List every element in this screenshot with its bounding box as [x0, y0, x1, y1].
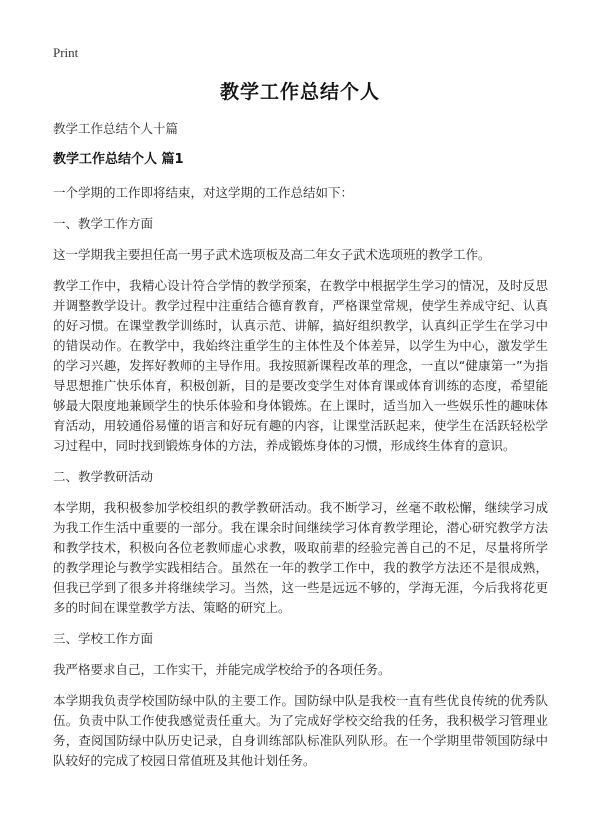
section-heading-teaching: 一、教学工作方面: [53, 216, 154, 231]
intro-paragraph: 一个学期的工作即将结束，对这学期的工作总结如下：: [53, 185, 354, 200]
paragraph: 本学期，我积极参加学校组织的教学教研活动。我不断学习，丝毫不敢松懈，继续学习成为我工作生活中重要的一部分。我在课余时间继续学习体育教学理论，潜心研究教学方法和教学技术，积极向各位老教师虚心求教，吸取前辈的经验完善自己的不足，尽量将所学的教学理论与教学实践相结合。虽然在一年的教学工作中，我的教学方法还不是很成熟，但我已学到了很多并将继续学习。当然，这一些是远远不够的，学海无涯，今后我将花更多的时间在课堂教学方法、策略的研究上。: [53, 500, 548, 615]
document-body: [53, 119, 548, 782]
page-title: 教学工作总结个人: [219, 81, 380, 103]
print-link[interactable]: Print: [53, 45, 79, 60]
section-heading-research: 二、教学教研活动: [53, 469, 154, 484]
article-title: 教学工作总结个人 篇1: [53, 152, 184, 167]
paragraph: 我严格要求自己，工作实干，并能完成学校给予的各项任务。: [53, 662, 391, 677]
paragraph: 本学期我负责学校国防绿中队的主要工作。国防绿中队是我校一直有些优良传统的优秀队伍。负责中队工作使我感觉责任重大。为了完成好学校交给我的任务，我积极学习管理业务，查阅国防绿中队历史记录，自身训练部队标准队列队形。在一个学期里带领国防绿中队较好的完成了校园日常值班及其他计划任务。: [53, 693, 548, 768]
paragraph: 这一学期我主要担任高一男子武术选项板及高二年女子武术选项班的教学工作。: [53, 247, 491, 262]
document-subtitle: 教学工作总结个人十篇: [53, 121, 179, 136]
paragraph: 教学工作中，我精心设计符合学情的教学预案，在教学中根据学生学习的情况，及时反思并调整教学设计。教学过程中注重结合德育教育，严格课堂常规，使学生养成守纪、认真的好习惯。在课堂教学训练时，认真示范、讲解，搞好组织教学，认真纠正学生在学习中的错误动作。在教学中，我始终注重学生的主体性及个体差异，以学生为中心，激发学生的学习兴趣，发挥好教师的主导作用。我按照新课程改革的理念，一直以“健康第一”为指导思想推广快乐体育，积极创新，目的是要改变学生对体育课或体育训练的态度，希望能够最大限度地兼顾学生的快乐体验和身体锻炼。在上课时，适当加入一些娱乐性的趣味体育活动，用较通俗易懂的语言和好玩有趣的内容，让课堂活跃起来，使学生在活跃轻松学习过程中，同时找到锻炼身体的方法，养成锻炼身体的习惯，形成终生体育的意识。: [53, 278, 548, 453]
section-heading-school: 三、学校工作方面: [53, 631, 154, 646]
